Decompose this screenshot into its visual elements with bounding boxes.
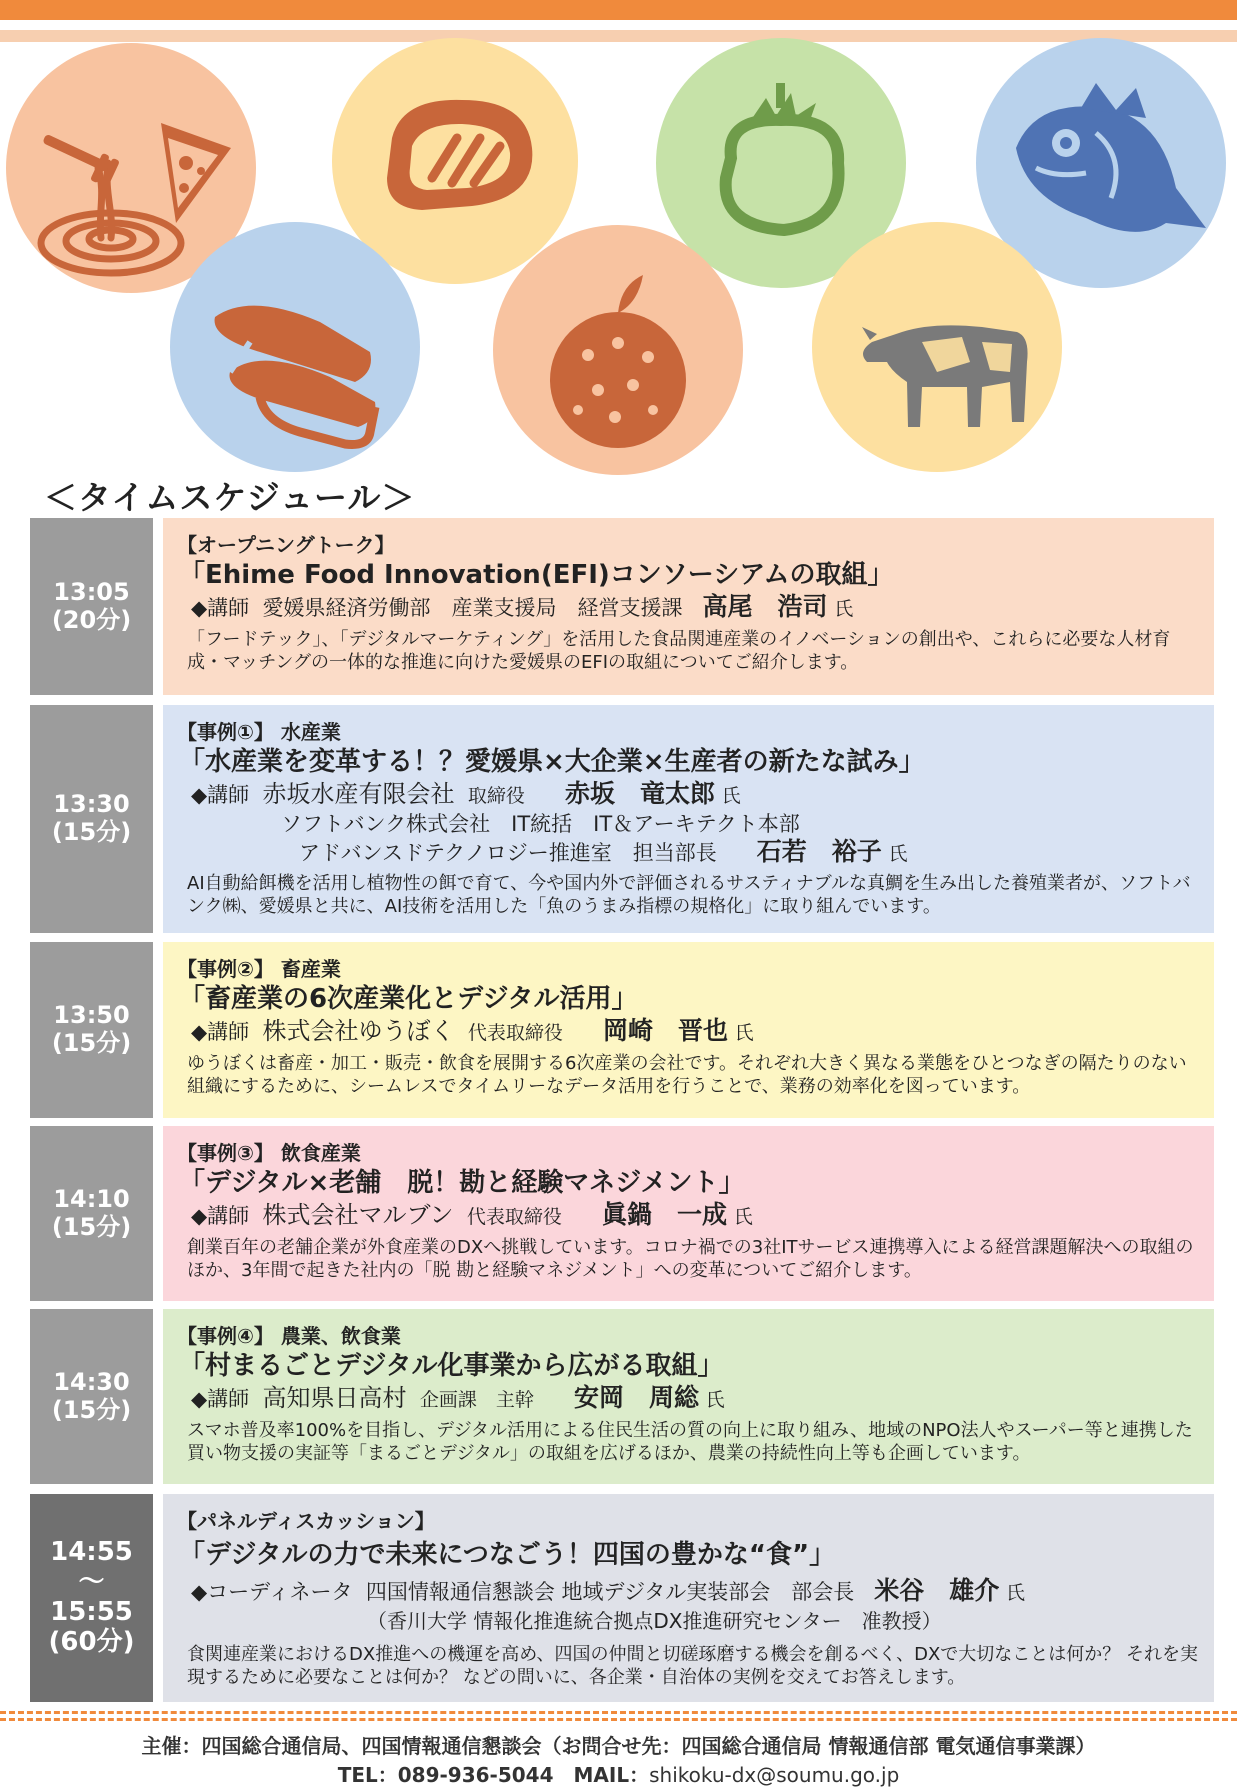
time-start: 14:30 — [53, 1367, 130, 1396]
session-description: スマホ普及率100%を目指し、デジタル活用による住民生活の質の向上に取り組み、地域のNPO法人やスーパー等と連携した買い物支援の実証等「まるごとデジタル」の取組を広げるほか、農業の持続性向上等も企画しています。 — [187, 1420, 1193, 1464]
session-tag: 【事例②】 畜産業 — [177, 957, 341, 981]
session-row-case1 — [30, 705, 1214, 933]
speaker-org: 株式会社ゆうぼく — [262, 1017, 455, 1045]
footer-organizers: 主催：四国総合通信局、四国情報通信懇談会（お問合せ先：四国総合通信局 情報通信部 電気通信事業課） — [141, 1734, 1096, 1758]
footer-mail-link[interactable]: shikoku-dx@soumu.go.jp — [649, 1763, 900, 1787]
session-row-panel — [30, 1494, 1214, 1702]
time-duration: (60分) — [48, 1626, 135, 1657]
time-start: 14:10 — [53, 1184, 130, 1213]
session-tag: 【パネルディスカッション】 — [177, 1509, 435, 1533]
speaker-honorific: 氏 — [733, 1206, 753, 1228]
time-end: 15:55 — [50, 1597, 133, 1627]
session-time — [30, 942, 153, 1118]
session-row-case4 — [30, 1309, 1214, 1484]
session-content — [163, 1126, 1214, 1301]
session-description: AI自動給餌機を活用し植物性の餌で育て、今や国内外で評価されるサスティナブルな真鯛を生み出した養殖業者が、ソフトバンク㈱、愛媛県と共に、AI技術を活用した「魚のうまみ指標の規格化」に取り組んでいます。 — [187, 873, 1191, 917]
speaker-prefix: ◆講師 — [191, 1204, 250, 1228]
session-row-case2 — [30, 942, 1214, 1118]
session-time — [30, 518, 153, 695]
schedule-title: ＜タイムスケジュール＞ — [44, 478, 416, 517]
time-separator: ～ — [78, 1567, 105, 1598]
speaker-name: 眞鍋 一成 — [602, 1200, 728, 1229]
top-orange-bar — [0, 0, 1237, 20]
session-title: 「デジタル×老舗 脱！勘と経験マネジメント」 — [179, 1168, 745, 1198]
session-speaker — [191, 592, 1200, 624]
speaker2-name: 石若 裕子 — [756, 837, 882, 866]
session-title: 「村まるごとデジタル化事業から広がる取組」 — [179, 1351, 724, 1381]
session-description: ゆうぼくは畜産・加工・販売・飲食を展開する6次産業の会社です。それぞれ大きく異なる業態をひとつなぎの隔たりのない組織にするために、シームレスでタイムリーなデータ活用を行うことで、業務の効率化を図っています。 — [187, 1053, 1187, 1097]
session-speaker — [191, 1200, 1200, 1232]
speaker-prefix: ◆講師 — [191, 783, 250, 807]
speaker-prefix: ◆講師 — [191, 1387, 250, 1411]
speaker-honorific: 氏 — [834, 598, 854, 620]
speaker2-line2 — [299, 838, 1200, 868]
session-speaker — [191, 1383, 1200, 1415]
session-tag: 【事例④】 農業、飲食業 — [177, 1324, 401, 1348]
session-content — [163, 705, 1214, 933]
speaker-org: 赤坂水産有限会社 — [262, 780, 455, 808]
time-duration: (15分) — [51, 818, 132, 846]
footer-contact — [0, 1759, 1237, 1788]
speaker-name: 米谷 雄介 — [874, 1576, 1000, 1605]
session-tag: 【事例③】 飲食産業 — [177, 1141, 361, 1165]
session-row-opening — [30, 518, 1214, 695]
footer-divider-1 — [0, 1711, 1237, 1714]
session-content — [163, 1494, 1214, 1702]
session-title: 「Ehime Food Innovation(EFI)コンソーシアムの取組」 — [179, 560, 894, 590]
session-title: 「水産業を変革する！？愛媛県×大企業×生産者の新たな試み」 — [179, 747, 925, 777]
session-description: 食関連産業におけるDX推進への機運を高め、四国の仲間と切磋琢磨する機会を創るべく、DXで大切なことは何か？ それを実現するために必要なことは何か？ などの問いに、各企業・自治体の実例を交えてお答えします。 — [187, 1644, 1199, 1688]
session-content — [163, 942, 1214, 1118]
speaker-honorific: 氏 — [705, 1389, 725, 1411]
session-speaker — [191, 1576, 1200, 1608]
speaker-org: 愛媛県経済労働部 産業支援局 経営支援課 — [262, 596, 683, 620]
time-start: 13:30 — [53, 790, 130, 819]
session-time — [30, 1309, 153, 1484]
session-speaker — [191, 1016, 1200, 1048]
session-speaker — [191, 779, 1200, 811]
session-title: 「デジタルの力で未来につなごう！四国の豊かな“食”」 — [179, 1540, 836, 1570]
session-description: 「フードテック」、「デジタルマーケティング」を活用した食品関連産業のイノベーションの創出や、これらに必要な人材育成・マッチングの一体的な推進に向けた愛媛県のEFIの取組についてご紹介します。 — [187, 629, 1171, 673]
speaker-role: 企画課 主幹 — [419, 1389, 534, 1411]
speaker2-honorific: 氏 — [888, 843, 908, 865]
footer-divider-2 — [0, 1718, 1237, 1721]
session-time — [30, 1126, 153, 1301]
session-row-case3 — [30, 1126, 1214, 1301]
top-peach-bar — [0, 30, 1237, 42]
speaker-role: 取締役 — [467, 785, 525, 807]
speaker-org: 株式会社マルブン — [262, 1201, 454, 1229]
time-duration: (15分) — [51, 1029, 132, 1057]
speaker-honorific: 氏 — [721, 785, 741, 807]
mikan-icon — [493, 225, 743, 475]
speaker-role: 代表取締役 — [467, 1022, 563, 1044]
speaker-org: 四国情報通信懇談会 地域デジタル実装部会 部会長 — [365, 1580, 855, 1604]
speaker2-org-line1: ソフトバンク株式会社 IT統括 IT＆アーキテクト本部 — [281, 812, 800, 836]
session-title: 「畜産業の6次産業化とデジタル活用」 — [179, 984, 638, 1014]
session-time — [30, 1494, 153, 1702]
session-description: 創業百年の老舗企業が外食産業のDXへ挑戦しています。コロナ禍での3社ITサービス連携導入による経営課題解決への取組のほか、3年間で起きた社内の「脱 勘と経験マネジメント」への変革についてご紹介します。 — [187, 1237, 1194, 1281]
time-duration: (15分) — [51, 1212, 132, 1241]
time-start: 13:05 — [53, 577, 130, 606]
time-duration: (15分) — [51, 1395, 132, 1424]
speaker-org: 高知県日高村 — [262, 1384, 407, 1412]
time-start: 13:50 — [53, 1001, 130, 1030]
speaker-prefix: ◆講師 — [191, 1020, 250, 1044]
sushi-icon — [170, 222, 420, 472]
footer-tel: TEL：089-936-5044 MAIL： — [337, 1763, 650, 1787]
speaker-name: 高尾 浩司 — [702, 592, 828, 621]
time-start: 14:55 — [50, 1537, 133, 1568]
session-time — [30, 705, 153, 933]
speaker-name: 安岡 周総 — [573, 1383, 699, 1412]
speaker-role: 代表取締役 — [466, 1206, 562, 1228]
speaker-name: 赤坂 竜太郎 — [564, 779, 715, 808]
speaker2-org-line2: アドバンスドテクノロジー推進室 担当部長 — [299, 841, 717, 865]
session-content — [163, 518, 1214, 695]
speaker-name: 岡崎 晋也 — [602, 1016, 728, 1045]
speaker-honorific: 氏 — [1006, 1582, 1026, 1604]
session-tag: 【オープニングトーク】 — [177, 533, 395, 557]
speaker-honorific: 氏 — [734, 1022, 754, 1044]
session-tag: 【事例①】 水産業 — [177, 720, 341, 744]
session-content — [163, 1309, 1214, 1484]
speaker-affiliation: （香川大学 情報化推進統合拠点DX推進研究センター 准教授） — [367, 1609, 942, 1633]
speaker-prefix: ◆コーディネータ — [191, 1580, 353, 1604]
time-duration: (20分) — [51, 605, 132, 634]
cow-icon — [812, 222, 1062, 472]
speaker-prefix: ◆講師 — [191, 596, 250, 620]
